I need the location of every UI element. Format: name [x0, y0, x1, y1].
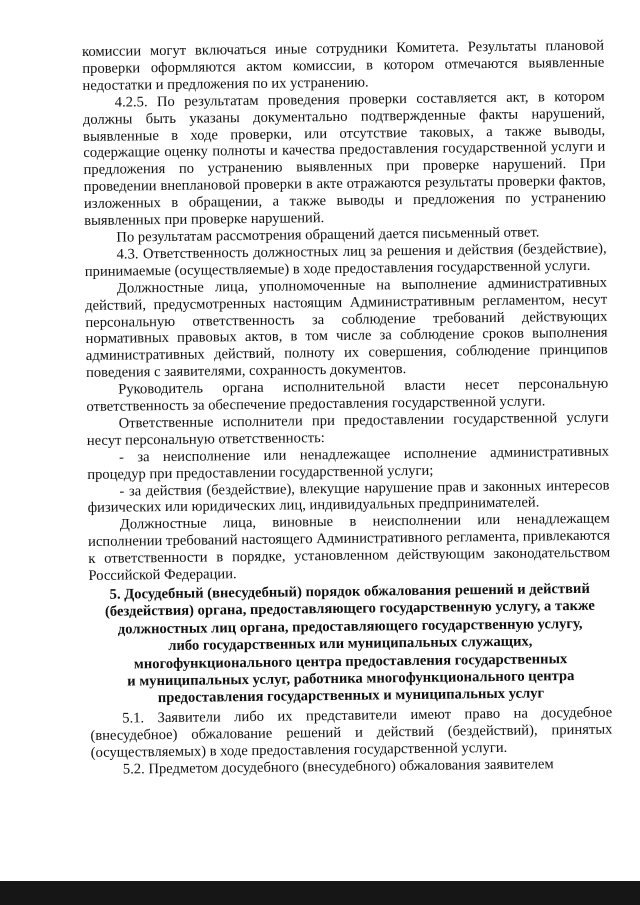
paragraph: Должностные лица, виновные в неисполнении или ненадлежащем исполнении требований настоящего Административного регламента, привлекаются к ответственности в порядке, установленном действующим законодательством Российской Федерации.: [87, 510, 611, 585]
scan-border: [0, 881, 640, 905]
paragraph: - за действия (бездействие), влекущие нарушение прав и законных интересов физических или юридических лиц, индивидуальных предпринимателей.: [87, 477, 610, 517]
heading-line: должностных лиц органа, предоставляющего государственную услугу,: [117, 615, 583, 638]
heading-line: многофункционального центра предоставления государственных: [133, 650, 568, 673]
paragraph: 4.3. Ответственность должностных лиц за решения и действия (бездействие), принимаемые (осуществляемые) в ходе предоставления государственной услуги.: [84, 240, 607, 280]
body-text-before: [82, 38, 611, 585]
heading-line: либо государственных или муниципальных служащих,: [168, 633, 533, 655]
paragraph: Руководитель органа исполнительной власти несет персональную ответственность за обеспечение предоставления государственной услуги.: [86, 375, 609, 416]
paragraph: 5.2. Предметом досудебного (внесудебного) обжалования заявителем: [122, 755, 554, 778]
paragraph: По результатам рассмотрения обращений дается письменный ответ.: [116, 224, 540, 246]
paragraph: 5.1. Заявители либо их представители имеют право на досудебное (внесудебное) обжалование решений и действий (бездействий), принятых (осуществляемых) в ходе предоставления государственной услуги.: [90, 704, 613, 761]
paragraph: Ответственные исполнители при предоставлении государственной услуги несут персональную ответственность:: [86, 409, 609, 449]
paragraph: Должностные лица, уполномоченные на выполнение административных действий, предусмотренных настоящим Административным регламентом, несут персональную ответственность за соблюдение требований действующих нормативных правовых актов, в том числе за соблюдение сроков выполнения административных действий, полноту их совершения, соблюдение принципов поведения с заявителями, сохранность документов.: [85, 274, 608, 382]
paragraph: - за неисполнение или ненадлежащее исполнение административных процедур при предоставлении государственной услуги;: [87, 443, 610, 483]
paragraph: комиссии могут включаться иные сотрудники Комитета. Результаты плановой проверки оформляются актом комиссии, в котором отмечаются выявленные недостатки и предложения по их устранению.: [82, 37, 605, 94]
document-page: [82, 38, 613, 779]
heading-line: (бездействия) органа, предоставляющего государственную услугу, а также: [104, 598, 595, 621]
heading-line: 5. Досудебный (внесудебный) порядок обжалования решений и действий: [109, 580, 590, 603]
heading-line: предоставления государственных и муниципальных услуг: [157, 685, 545, 707]
heading-line: и муниципальных услуг, работника многофункционального центра: [127, 668, 575, 690]
paragraph: 4.2.5. По результатам проведения проверки составляется акт, в котором должны быть указаны документально подтвержденные факты нарушений, выявленные в ходе проверки, или отсутствие таковых, а также выводы, содержащие оценку полноты и качества предоставления государственной услуги и предложения по устранению выявленных при проверке нарушений. При проведении внеплановой проверки в акте отражаются результаты проверки фактов, изложенных в обращении, а также выводы и предложения по устранению выявленных при проверке нарушений.: [82, 88, 607, 230]
body-text-after: [90, 704, 613, 778]
section-heading: [89, 581, 612, 709]
